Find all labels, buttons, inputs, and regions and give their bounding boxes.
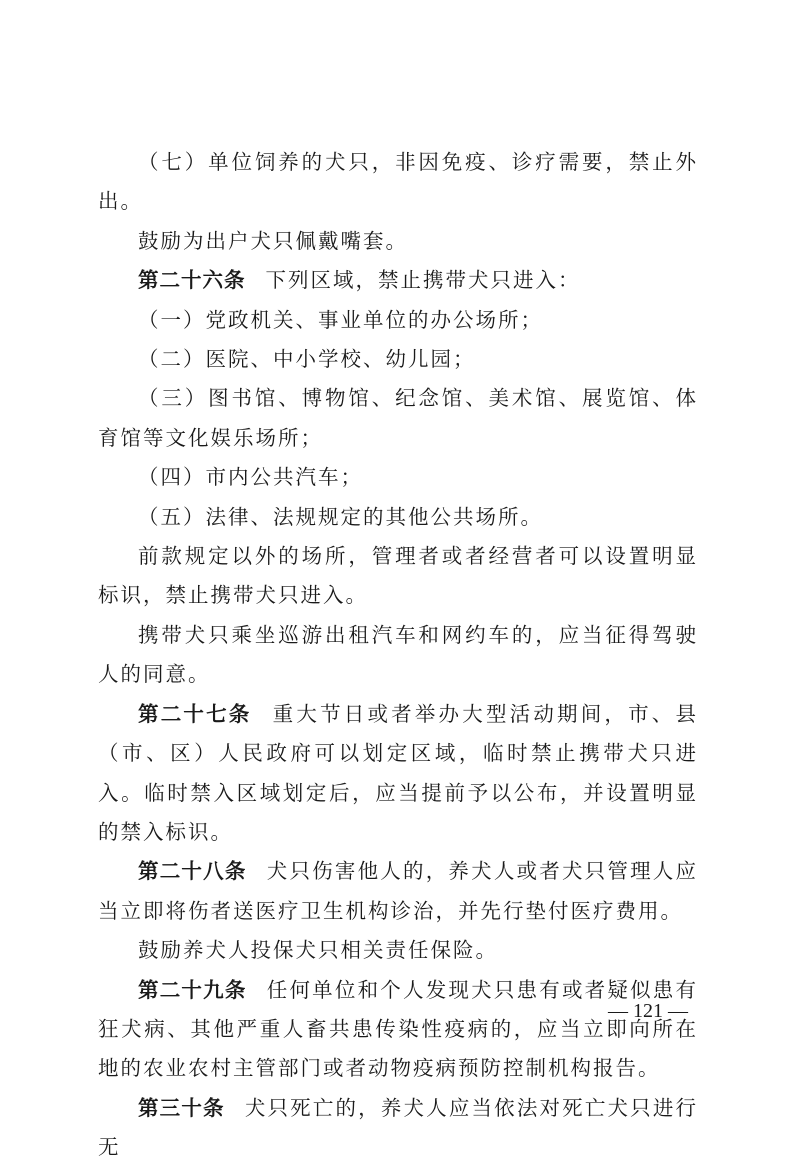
paragraph (98, 695, 698, 853)
article-heading: 第二十八条 (138, 859, 247, 884)
paragraph-text: 携带犬只乘坐巡游出租汽车和网约车的，应当征得驾驶人的同意。 (98, 622, 698, 687)
article-heading: 第二十六条 (138, 268, 246, 293)
paragraph (98, 498, 698, 537)
paragraph (98, 458, 698, 497)
paragraph-text: （一）党政机关、事业单位的办公场所； (138, 307, 543, 332)
article-heading: 第二十九条 (138, 977, 247, 1002)
article-heading: 第三十条 (138, 1095, 225, 1120)
paragraph-text: （二）医院、中小学校、幼儿园； (138, 347, 476, 372)
paragraph-text: 鼓励养犬人投保犬只相关责任保险。 (138, 938, 498, 963)
paragraph-text: （五）法律、法规规定的其他公共场所。 (138, 504, 543, 529)
paragraph (98, 261, 698, 300)
paragraph-text: 鼓励为出户犬只佩戴嘴套。 (138, 228, 408, 253)
paragraph (98, 340, 698, 379)
paragraph (98, 1089, 698, 1168)
paragraph (98, 971, 698, 1089)
paragraph-text: 前款规定以外的场所，管理者或者经营者可以设置明显标识，禁止携带犬只进入。 (98, 544, 698, 608)
article-heading: 第二十七条 (138, 701, 252, 726)
paragraph (98, 301, 698, 340)
paragraph-text: 下列区域，禁止携带犬只进入： (265, 268, 581, 293)
paragraph-text: 犬只伤害他人的，养犬人或者犬只管理人应当立即将伤者送医疗卫生机构诊治，并先行垫付医疗费用。 (98, 859, 699, 923)
paragraph-text: （七）单位饲养的犬只，非因免疫、诊疗需要，禁止外出。 (98, 150, 698, 214)
paragraph-text: （三）图书馆、博物馆、纪念馆、美术馆、展览馆、体育馆等文化娱乐场所； (98, 386, 698, 450)
paragraph-text: 犬只死亡的，养犬人应当依法对死亡犬只进行无 (98, 1095, 699, 1160)
paragraph (98, 931, 698, 970)
paragraph (98, 537, 698, 616)
paragraph (98, 222, 698, 261)
page-number: — 121 — (608, 1000, 688, 1022)
paragraph-text: 任何单位和个人发现犬只患有或者疑似患有狂犬病、其他严重人畜共患传染性疫病的，应当立即向所在地的农业农村主管部门或者动物疫病预防控制机构报告。 (98, 977, 699, 1081)
paragraph (98, 852, 698, 931)
paragraph (98, 379, 698, 458)
paragraph-text: 重大节日或者举办大型活动期间，市、县（市、区）人民政府可以划定区域，临时禁止携带犬只进入。临时禁入区域划定后，应当提前予以公布，并设置明显的禁入标识。 (98, 701, 699, 844)
paragraph (98, 616, 698, 695)
paragraph (98, 143, 698, 222)
paragraph-text: （四）市内公共汽车； (138, 465, 363, 490)
